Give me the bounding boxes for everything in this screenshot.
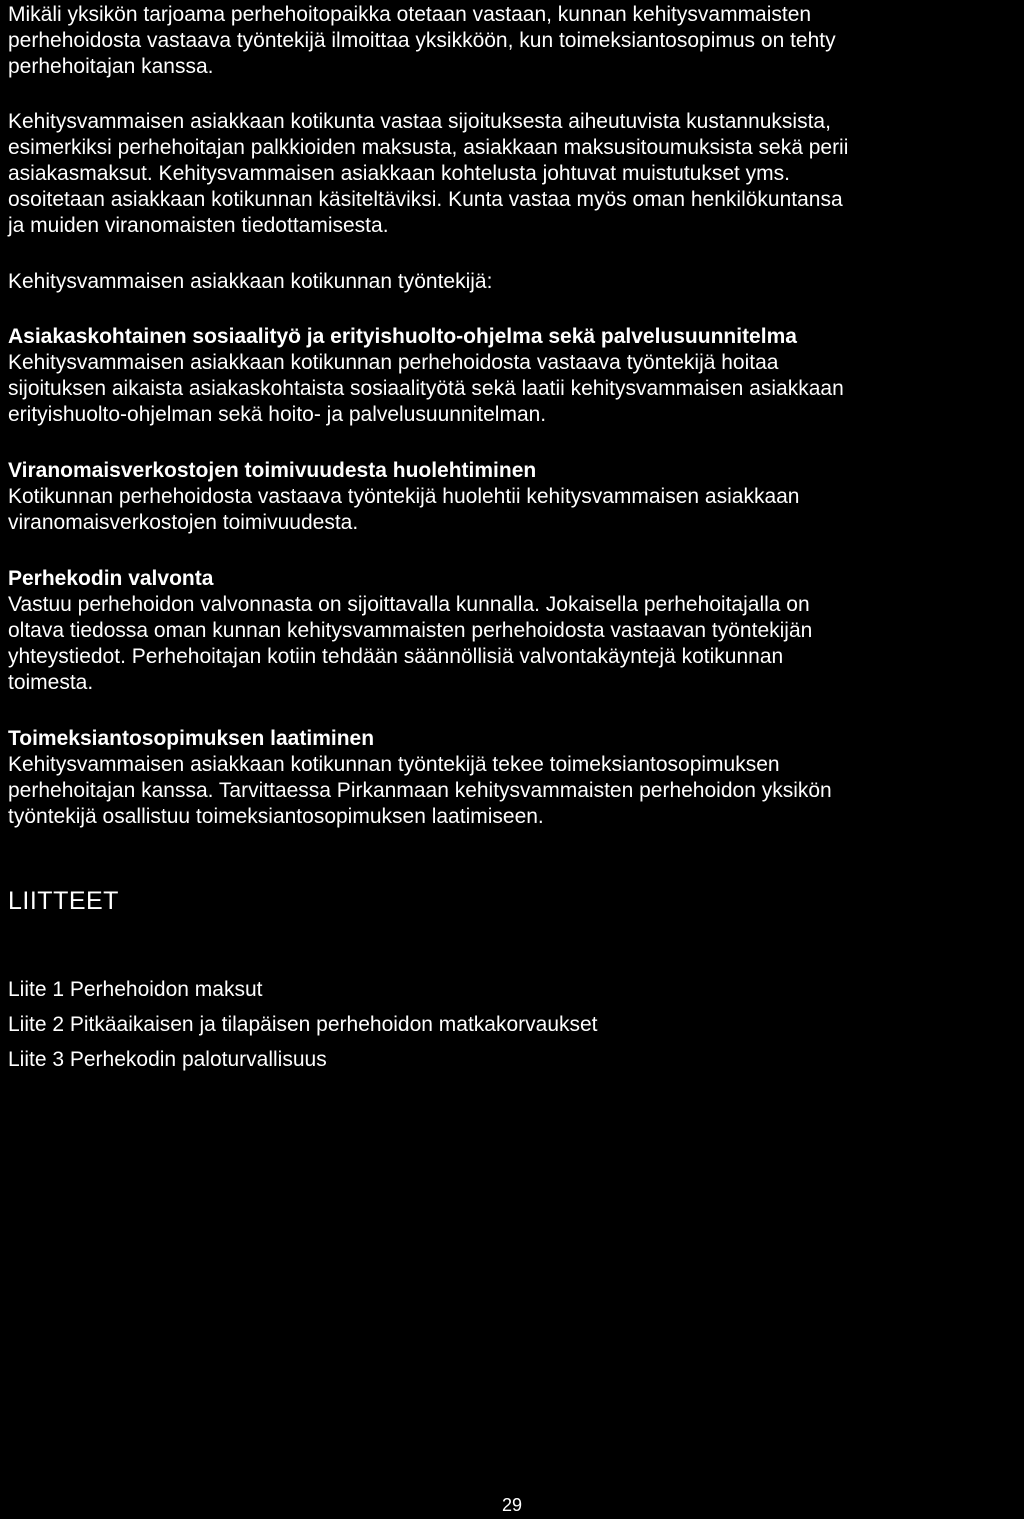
attachments-title: LIITTEET — [8, 887, 119, 915]
worker-intro: Kehitysvammaisen asiakkaan kotikunnan työntekijä: — [8, 270, 493, 293]
intro-line: perhehoitajan kanssa. — [8, 55, 214, 78]
section-line: Vastuu perhehoidon valvonnasta on sijoittavalla kunnalla. Jokaisella perhehoitajalla on — [8, 593, 810, 616]
municipality-line: asiakasmaksut. Kehitysvammaisen asiakkaan kohtelusta johtuvat muistutukset yms. — [8, 162, 791, 185]
intro-paragraph — [8, 2, 1020, 80]
municipality-line: esimerkiksi perhehoitajan palkkioiden maksusta, asiakkaan maksusitoumuksista sekä perii — [8, 136, 849, 159]
section-heading: Perhekodin valvonta — [8, 567, 214, 590]
attachment-item: Liite 2 Pitkäaikaisen ja tilapäisen perhehoidon matkakorvaukset — [8, 1013, 598, 1036]
section-heading: Toimeksiantosopimuksen laatiminen — [8, 727, 375, 750]
section-authority-networks — [8, 458, 1020, 536]
intro-line: perhehoidosta vastaava työntekijä ilmoittaa yksikköön, kun toimeksiantosopimus on tehty — [8, 29, 836, 52]
section-heading: Asiakaskohtainen sosiaalityö ja erityishuolto-ohjelma sekä palvelusuunnitelma — [8, 325, 797, 348]
section-heading: Viranomaisverkostojen toimivuudesta huolehtiminen — [8, 459, 537, 482]
attachments-list — [8, 972, 1020, 1077]
municipality-line: Kehitysvammaisen asiakkaan kotikunta vastaa sijoituksesta aiheutuvista kustannuksista, — [8, 110, 831, 133]
section-line: erityishuolto-ohjelman sekä hoito- ja palvelusuunnitelman. — [8, 403, 547, 426]
attachment-item: Liite 3 Perhekodin paloturvallisuus — [8, 1048, 327, 1071]
section-line: Kehitysvammaisen asiakkaan kotikunnan työntekijä tekee toimeksiantosopimuksen — [8, 753, 780, 776]
section-line: viranomaisverkostojen toimivuudesta. — [8, 511, 359, 534]
document-page — [8, 2, 1020, 1077]
section-contract-drafting — [8, 726, 1020, 830]
section-line: Kehitysvammaisen asiakkaan kotikunnan perhehoidosta vastaava työntekijä hoitaa — [8, 351, 779, 374]
section-line: perhehoitajan kanssa. Tarvittaessa Pirkanmaan kehitysvammaisten perhehoidon yksikön — [8, 779, 832, 802]
section-line: toimesta. — [8, 671, 94, 694]
intro-line: Mikäli yksikön tarjoama perhehoitopaikka otetaan vastaan, kunnan kehitysvammaisten — [8, 3, 812, 26]
page-number: 29 — [502, 1495, 523, 1515]
section-family-home-supervision — [8, 566, 1020, 696]
section-line: yhteystiedot. Perhehoitajan kotiin tehdään säännöllisiä valvontakäyntejä kotikunnan — [8, 645, 784, 668]
section-line: työntekijä osallistuu toimeksiantosopimuksen laatimiseen. — [8, 805, 544, 828]
section-social-work — [8, 324, 1020, 428]
section-line: sijoituksen aikaista asiakaskohtaista sosiaalityötä sekä laatii kehitysvammaisen asiakkaan — [8, 377, 844, 400]
municipality-line: osoitetaan asiakkaan kotikunnan käsiteltäviksi. Kunta vastaa myös oman henkilökuntansa — [8, 188, 843, 211]
municipality-paragraph — [8, 109, 1020, 239]
section-line: oltava tiedossa oman kunnan kehitysvammaisten perhehoidosta vastaavan työntekijän — [8, 619, 813, 642]
attachment-item: Liite 1 Perhehoidon maksut — [8, 978, 263, 1001]
section-line: Kotikunnan perhehoidosta vastaava työntekijä huolehtii kehitysvammaisen asiakkaan — [8, 485, 800, 508]
municipality-line: ja muiden viranomaisten tiedottamisesta. — [8, 214, 389, 237]
